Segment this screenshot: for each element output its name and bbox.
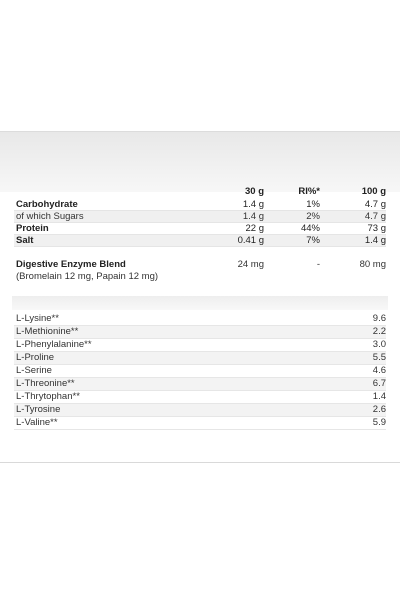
row-ri: 1% <box>306 199 320 210</box>
row-ri: 2% <box>306 211 320 222</box>
amino-acid-row <box>14 404 386 417</box>
amino-acid-value: 3.0 <box>372 339 386 350</box>
amino-acid-name: L-Threonine** <box>16 378 75 389</box>
amino-acid-value: 2.6 <box>372 404 386 415</box>
table-row <box>14 223 386 235</box>
row-per-100g: 4.7 g <box>364 211 386 222</box>
amino-acid-value: 1.4 <box>372 391 386 402</box>
amino-acid-value: 9.6 <box>372 313 386 324</box>
amino-acid-row <box>14 352 386 365</box>
table-row <box>14 235 386 247</box>
row-per-30g: 22 g <box>245 223 264 234</box>
amino-acid-row <box>14 391 386 404</box>
amino-acid-value: 5.9 <box>372 417 386 428</box>
row-per-100g: 73 g <box>367 223 386 234</box>
row-per-30g: 1.4 g <box>242 199 264 210</box>
amino-section-band <box>12 296 388 310</box>
enzyme-ri: - <box>316 259 320 270</box>
amino-acid-row <box>14 313 386 326</box>
enzyme-label: Digestive Enzyme Blend <box>16 259 126 270</box>
amino-acid-name: L-Tyrosine <box>16 404 61 415</box>
amino-acid-name: L-Serine <box>16 365 52 376</box>
amino-acid-name: L-Valine** <box>16 417 58 428</box>
table-header-row <box>14 186 386 197</box>
header-per-100g: 100 g <box>361 186 386 197</box>
enzyme-note: (Bromelain 12 mg, Papain 12 mg) <box>16 271 159 282</box>
amino-acid-name: L-Thrytophan** <box>16 391 80 402</box>
amino-acid-name: L-Methionine** <box>16 326 79 337</box>
enzyme-note-row <box>14 271 386 282</box>
amino-acid-value: 5.5 <box>372 352 386 363</box>
row-label: Protein <box>16 223 49 234</box>
row-ri: 7% <box>306 235 320 246</box>
table-row <box>14 199 386 211</box>
row-ri: 44% <box>300 223 320 234</box>
amino-acid-row <box>14 365 386 378</box>
row-per-100g: 1.4 g <box>364 235 386 246</box>
row-label: Salt <box>16 235 34 246</box>
amino-acid-name: L-Phenylalanine** <box>16 339 92 350</box>
row-per-30g: 0.41 g <box>237 235 264 246</box>
enzyme-row <box>14 259 386 270</box>
amino-acid-row <box>14 417 386 430</box>
panel-header-band <box>0 132 400 192</box>
amino-acid-row <box>14 378 386 391</box>
amino-acid-row <box>14 326 386 339</box>
enzyme-per-100g: 80 mg <box>359 259 386 270</box>
row-label: of which Sugars <box>16 211 84 222</box>
amino-acid-value: 6.7 <box>372 378 386 389</box>
table-row <box>14 211 386 223</box>
amino-acid-name: L-Proline <box>16 352 55 363</box>
row-label: Carbohydrate <box>16 199 78 210</box>
header-ri: RI%* <box>298 186 320 197</box>
amino-acid-name: L-Lysine** <box>16 313 59 324</box>
amino-acid-value: 2.2 <box>372 326 386 337</box>
amino-acid-row <box>14 339 386 352</box>
header-per-30g: 30 g <box>244 186 264 197</box>
row-per-30g: 1.4 g <box>242 211 264 222</box>
amino-acid-value: 4.6 <box>372 365 386 376</box>
enzyme-per-30g: 24 mg <box>237 259 264 270</box>
row-per-100g: 4.7 g <box>364 199 386 210</box>
